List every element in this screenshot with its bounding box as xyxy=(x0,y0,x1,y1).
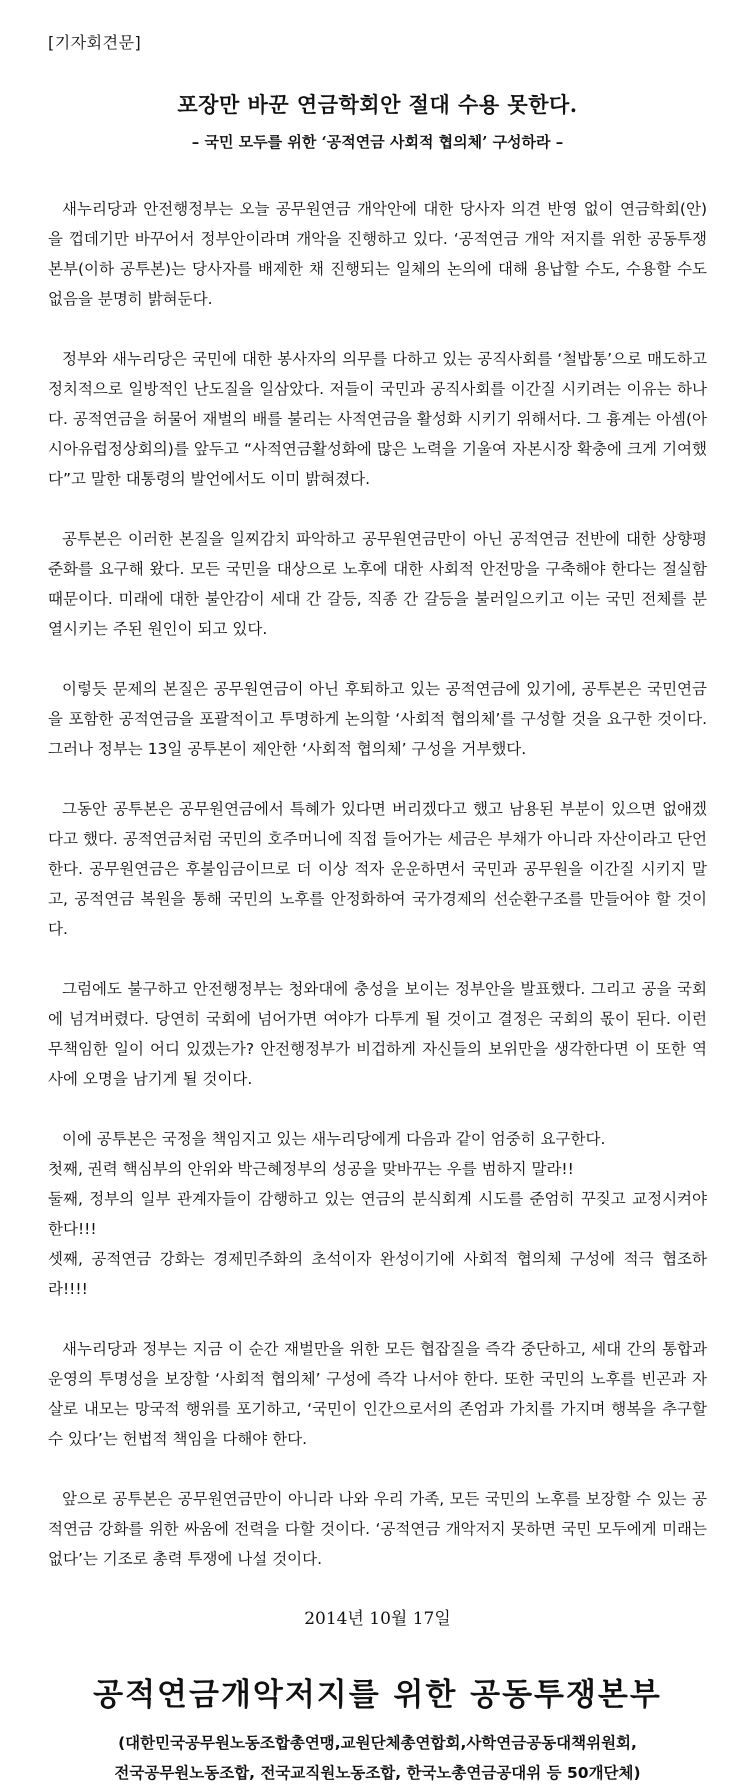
paragraph-text: 그럼에도 불구하고 안전행정부는 청와대에 충성을 보이는 정부안을 발표했다. 그리고 공을 국회에 넘겨버렸다. 당연히 국회에 넘어가면 여야가 다투게 될 것이고 결정은 국회의 몫이 된다. 이런 무책임한 일이 어디 있겠는가? 안전행정부가 비겁하게 자신들의 보위만을 생각한다면 이 또한 역사에 오명을 남기게 될 것이다. xyxy=(48,980,707,1088)
closing-paragraph-2 xyxy=(48,1484,707,1574)
paragraph-2 xyxy=(48,344,707,494)
paragraph-text: 그동안 공투본은 공무원연금에서 특혜가 있다면 버리겠다고 했고 남용된 부분이 있으면 없애겠다고 했다. 공적연금처럼 국민의 호주머니에 직접 들어가는 세금은 부채가 아니라 자산이라고 단언한다. 공무원연금은 후불임금이므로 더 이상 적자 운운하면서 국민과 공무원을 이간질 시키지 말고, 공적연금 복원을 통해 국민의 노후를 안정화하여 국가경제의 선순환구조를 만들어야 할 것이다. xyxy=(48,800,707,938)
paragraph-6 xyxy=(48,974,707,1094)
demand-item-1: 첫째, 권력 핵심부의 안위와 박근혜정부의 성공을 맞바꾸는 우를 범하지 말라!! xyxy=(48,1160,574,1178)
document-subtitle: – 국민 모두를 위한 ‘공적연금 사회적 협의체’ 구성하라 – xyxy=(191,133,564,151)
member-organizations xyxy=(48,1728,707,1788)
paragraph-text: 새누리당과 정부는 지금 이 순간 재벌만을 위한 모든 협잡질을 즉각 중단하고, 세대 간의 통합과 운영의 투명성을 보장할 ‘사회적 협의체’ 구성에 즉각 나서야 한다. 또한 국민의 노후를 빈곤과 자살로 내모는 망국적 행위를 포기하고, ‘국민이 인간으로서의 존엄과 가치를 가지며 행복을 추구할 수 있다’는 헌법적 책임을 다해야 한다. xyxy=(48,1340,707,1448)
demands-intro xyxy=(48,1124,707,1154)
paragraph-text: 앞으로 공투본은 공무원연금만이 아니라 나와 우리 가족, 모든 국민의 노후를 보장할 수 있는 공적연금 강화를 위한 싸움에 전력을 다할 것이다. ‘공적연금 개악저지 못하면 국민 모두에게 미래는 없다’는 기조로 총력 투쟁에 나설 것이다. xyxy=(48,1490,707,1568)
demand-item-2: 둘째, 정부의 일부 관계자들이 감행하고 있는 연금의 분식회계 시도를 준엄히 꾸짖고 교정시켜야 한다!!! xyxy=(48,1190,707,1238)
paragraph-text: 이렇듯 문제의 본질은 공무원연금이 아닌 후퇴하고 있는 공적연금에 있기에, 공투본은 국민연금을 포함한 공적연금을 포괄적이고 투명하게 논의할 ‘사회적 협의체’를 구성할 것을 요구한 것이다. 그러나 정부는 13일 공투본이 제안한 ‘사회적 협의체’ 구성을 거부했다. xyxy=(48,680,707,758)
demands-section xyxy=(48,1124,707,1304)
paragraph-4 xyxy=(48,674,707,764)
paragraph-3 xyxy=(48,524,707,644)
document-tag: [기자회견문] xyxy=(48,33,142,52)
member-organizations-line-2: 전국공무원노동조합, 전국교직원노동조합, 한국노총연금공대위 등 50개단체) xyxy=(114,1764,641,1782)
closing-paragraph-1 xyxy=(48,1334,707,1454)
paragraph-text: 공투본은 이러한 본질을 일찌감치 파악하고 공무원연금만이 아닌 공적연금 전반에 대한 상향평준화를 요구해 왔다. 모든 국민을 대상으로 노후에 대한 사회적 안전망을 구축해야 한다는 절실함 때문이다. 미래에 대한 불안감이 세대 간 갈등, 직종 간 갈등을 불러일으키고 이는 국민 전체를 분열시키는 주된 원인이 되고 있다. xyxy=(48,530,707,638)
demands-intro-text: 이에 공투본은 국정을 책임지고 있는 새누리당에게 다음과 같이 엄중히 요구한다. xyxy=(62,1130,606,1148)
paragraph-text: 새누리당과 안전행정부는 오늘 공무원연금 개악안에 대한 당사자 의견 반영 없이 연금학회(안)을 껍데기만 바꾸어서 정부안이라며 개악을 진행하고 있다. ‘공적연금 개악 저지를 위한 공동투쟁본부(이하 공투본)는 당사자를 배제한 채 진행되는 일체의 논의에 대해 용납할 수도, 수용할 수도 없음을 분명히 밝혀둔다. xyxy=(48,200,707,308)
paragraph-text: 정부와 새누리당은 국민에 대한 봉사자의 의무를 다하고 있는 공직사회를 ‘철밥통’으로 매도하고 정치적으로 일방적인 난도질을 일삼았다. 저들이 국민과 공직사회를 이간질 시키려는 이유는 하나다. 공적연금을 허물어 재벌의 배를 불리는 사적연금을 활성화 시키기 위해서다. 그 흉계는 아셈(아시아유럽정상회의)를 앞두고 “사적연금활성화에 많은 노력을 기울여 자본시장 확충에 크게 기여했다”고 말한 대통령의 발언에서도 이미 밝혀졌다. xyxy=(48,350,707,488)
organization-name: 공적연금개악저지를 위한 공동투쟁본부 xyxy=(93,1677,662,1713)
paragraph-5 xyxy=(48,794,707,944)
demand-item-3: 셋째, 공적연금 강화는 경제민주화의 초석이자 완성이기에 사회적 협의체 구성에 적극 협조하라!!!! xyxy=(48,1250,707,1298)
member-organizations-line-1: (대한민국공무원노동조합총연맹,교원단체총연합회,사학연금공동대책위원회, xyxy=(118,1734,637,1752)
statement-date: 2014년 10월 17일 xyxy=(304,1609,451,1629)
paragraph-1 xyxy=(48,194,707,314)
document-title: 포장만 바꾼 연금학회안 절대 수용 못한다. xyxy=(177,92,578,117)
